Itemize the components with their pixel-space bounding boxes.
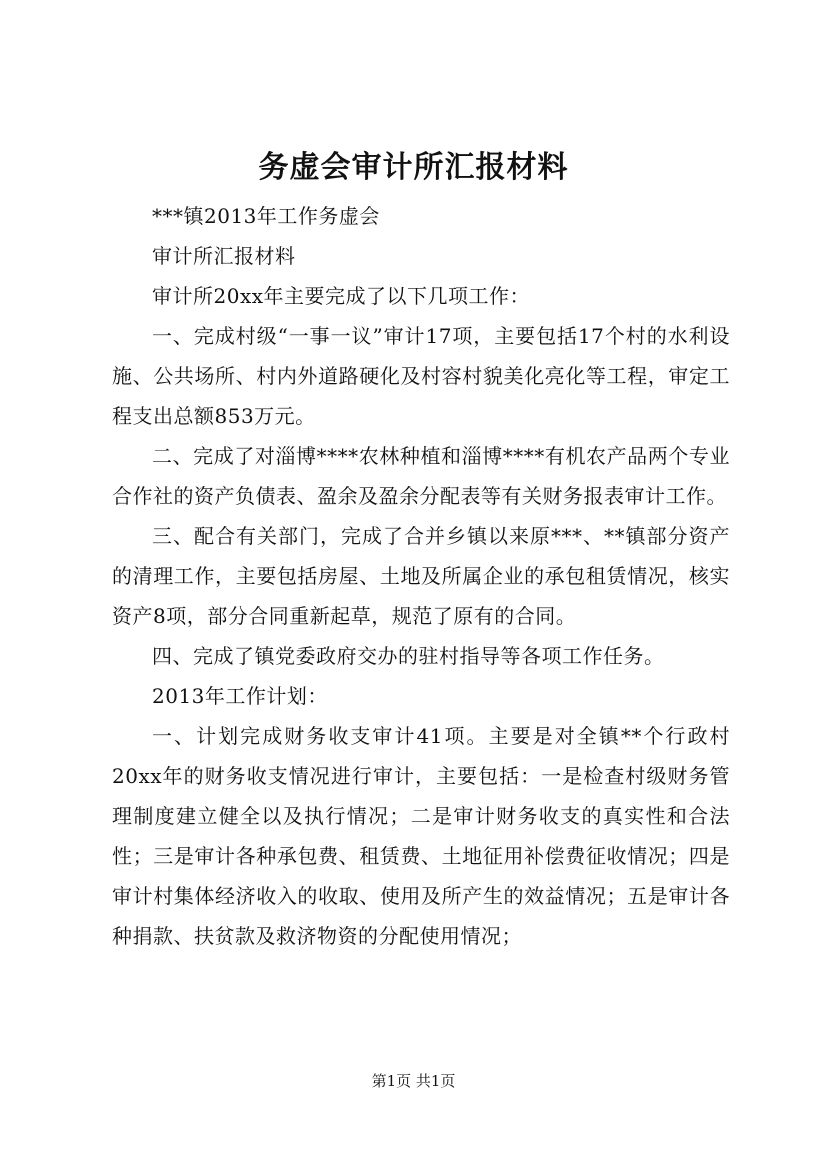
paragraph-subtitle: 审计所汇报材料 [152, 244, 296, 268]
document-title: 务虚会审计所汇报材料 [258, 150, 569, 185]
paragraph-item-3: 三、配合有关部门，完成了合并乡镇以来原***、**镇部分资产的清理工作，主要包括房屋、土地及所属企业的承包租赁情况，核实资产8项，部分合同重新起草，规范了原有的合同。 [112, 524, 730, 628]
document-body [112, 196, 730, 956]
paragraph-intro: 审计所20xx年主要完成了以下几项工作： [152, 284, 531, 308]
paragraph-item-1: 一、完成村级“一事一议”审计17项，主要包括17个村的水利设施、公共场所、村内外道路硬化及村容村貌美化亮化等工程，审定工程支出总额853万元。 [112, 324, 730, 428]
paragraph-plan-item-1: 一、计划完成财务收支审计41项。主要是对全镇**个行政村20xx年的财务收支情况进行审计，主要包括：一是检查村级财务管理制度建立健全以及执行情况；二是审计财务收支的真实性和合法性；三是审计各种承包费、租赁费、土地征用补偿费征收情况；四是审计村集体经济收入的收取、使用及所产生的效益情况；五是审计各种捐款、扶贫款及救济物资的分配使用情况； [112, 724, 730, 948]
paragraph-plan-heading: 2013年工作计划： [152, 684, 328, 708]
paragraph-item-2: 二、完成了对淄博****农林种植和淄博****有机农产品两个专业合作社的资产负债表、盈余及盈余分配表等有关财务报表审计工作。 [112, 444, 730, 508]
paragraph-meeting-name: ***镇2013年工作务虚会 [152, 204, 380, 228]
paragraph-item-4: 四、完成了镇党委政府交办的驻村指导等各项工作任务。 [152, 644, 665, 668]
page-footer: 第1页 共1页 [371, 1072, 456, 1090]
